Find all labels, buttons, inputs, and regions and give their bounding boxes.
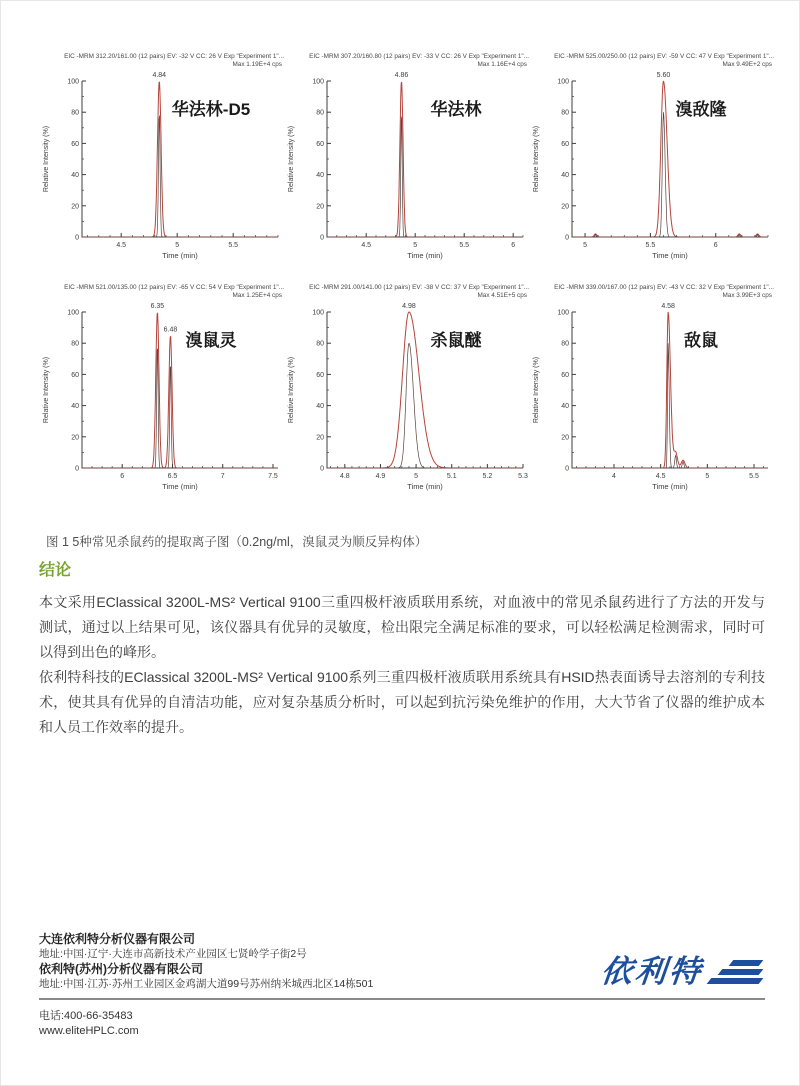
y-tick-label: 40 <box>71 403 79 411</box>
x-tick-label: 5 <box>175 242 180 249</box>
chromatogram-grid <box>39 53 774 515</box>
x-tick-label: 7.5 <box>268 473 278 480</box>
chart-header: EIC -MRM 339.00/167.00 (12 pairs) EV: -43 V CC: 32 V Exp "Experiment 1"... <box>554 284 774 291</box>
chromatogram-plot <box>529 69 774 281</box>
eic-trace <box>327 312 523 468</box>
x-axis-label: Time (min) <box>652 251 688 260</box>
chart-header: EIC -MRM 312.20/161.00 (12 pairs) EV: -32 V CC: 26 V Exp "Experiment 1"... <box>64 53 284 60</box>
chart-header: EIC -MRM 525.00/250.00 (12 pairs) EV: -59 V CC: 47 V Exp "Experiment 1"... <box>554 53 774 60</box>
x-tick-label: 5 <box>414 473 419 480</box>
x-tick-label: 6 <box>511 242 516 249</box>
x-tick-label: 4.5 <box>361 242 372 249</box>
eic-trace <box>82 313 278 468</box>
chromatogram-plot <box>529 300 774 512</box>
x-tick-label: 4.5 <box>655 473 666 480</box>
compound-name: 溴鼠灵 <box>185 331 237 350</box>
footer-top <box>39 931 765 991</box>
peak-retention-time-label: 4.86 <box>394 72 409 79</box>
y-tick-label: 80 <box>71 340 79 348</box>
x-tick-label: 6 <box>713 242 718 249</box>
y-axis-label: Relative Intensity (%) <box>533 125 540 193</box>
axes <box>327 312 523 468</box>
x-tick-label: 5.5 <box>645 242 656 249</box>
y-tick-label: 0 <box>75 465 79 473</box>
x-tick-label: 4.8 <box>339 473 350 480</box>
x-tick-label: 5.5 <box>749 473 759 480</box>
company-info <box>39 931 373 991</box>
y-tick-label: 100 <box>67 309 79 317</box>
axes <box>572 81 768 237</box>
peak-retention-time-label: 4.84 <box>152 72 167 79</box>
chromatogram-5 <box>284 284 529 515</box>
y-tick-label: 60 <box>316 371 324 379</box>
chart-header: EIC -MRM 307.20/160.80 (12 pairs) EV: -33 V CC: 26 V Exp "Experiment 1"... <box>309 53 529 60</box>
chart-header: EIC -MRM 521.00/135.00 (12 pairs) EV: -65 V CC: 54 V Exp "Experiment 1"... <box>64 284 284 291</box>
phone-number: 电话:400-66-35483 <box>39 1010 133 1022</box>
elite-logo-text: 依利特 <box>599 954 705 989</box>
x-axis-label: Time (min) <box>407 251 443 260</box>
eic-trace <box>572 81 768 237</box>
chart-header: EIC -MRM 291.00/141.00 (12 pairs) EV: -38 V CC: 37 V Exp "Experiment 1"... <box>309 284 529 291</box>
chart-max-label: Max 9.49E+2 cps <box>722 61 772 68</box>
y-axis-label: Relative Intensity (%) <box>288 125 295 193</box>
y-tick-label: 20 <box>316 434 324 442</box>
figure-caption: 图 1 5种常见杀鼠药的提取离子图（0.2ng/ml，溴鼠灵为顺反异构体） <box>46 535 428 549</box>
conclusion-paragraph-2: 依利特科技的EClassical 3200L-MS² Vertical 9100系列三重四极杆液质联用系统具有HSID热表面诱导去溶剂的专利技术，使其具有优异的自清洁功能，应对复杂基质分析时，可以起到抗污染免维护的作用，大大节省了仪器的维护成本和人员工作效率的提升。 <box>39 669 765 735</box>
chart-max-label: Max 1.16E+4 cps <box>477 61 527 68</box>
y-tick-label: 40 <box>561 403 569 411</box>
chromatogram-plot <box>39 69 284 281</box>
x-tick-label: 6.5 <box>167 473 178 480</box>
y-tick-label: 40 <box>316 172 324 180</box>
company1-address: 地址:中国·辽宁·大连市高新技术产业园区七贤岭学子街2号 <box>39 948 307 960</box>
y-axis-label: Relative Intensity (%) <box>43 125 50 193</box>
y-tick-label: 60 <box>316 140 324 148</box>
axes <box>82 312 278 468</box>
axes <box>327 81 523 237</box>
y-tick-label: 100 <box>312 78 324 86</box>
chart-max-label: Max 3.99E+3 cps <box>722 292 772 299</box>
x-tick-label: 6 <box>120 473 125 480</box>
y-tick-label: 40 <box>316 403 324 411</box>
x-tick-label: 7 <box>220 473 225 480</box>
y-tick-label: 80 <box>561 340 569 348</box>
y-tick-label: 40 <box>561 172 569 180</box>
y-tick-label: 20 <box>71 434 79 442</box>
y-tick-label: 100 <box>557 309 569 317</box>
y-axis-label: Relative Intensity (%) <box>533 356 540 424</box>
company2-name: 依利特(苏州)分析仪器有限公司 <box>39 962 203 976</box>
y-tick-label: 60 <box>71 140 79 148</box>
conclusion-paragraph-1: 本文采用EClassical 3200L-MS² Vertical 9100三重四极杆液质联用系统，对血液中的常见杀鼠药进行了方法的开发与测试，通过以上结果可见，该仪器具有优异的灵敏度，检出限完全满足标准的要求，可以轻松满足检测需求，同时可以得到出色的峰形。 <box>39 594 765 660</box>
y-tick-label: 100 <box>557 78 569 86</box>
elite-logo <box>599 954 765 991</box>
x-tick-label: 5.1 <box>446 473 457 480</box>
x-tick-label: 4.9 <box>375 473 386 480</box>
peak-retention-time-label: 4.58 <box>661 303 675 310</box>
chromatogram-4 <box>39 284 284 515</box>
chart-max-label: Max 1.25E+4 cps <box>232 292 282 299</box>
compound-name: 溴敌隆 <box>675 100 727 119</box>
y-tick-label: 0 <box>75 234 79 242</box>
peak-retention-time-label: 6.48 <box>163 326 178 334</box>
y-tick-label: 0 <box>320 234 324 242</box>
x-tick-label: 5.2 <box>482 473 493 480</box>
y-tick-label: 100 <box>67 78 79 86</box>
eic-trace-secondary <box>572 112 768 237</box>
x-axis-label: Time (min) <box>652 482 688 491</box>
y-axis-label: Relative Intensity (%) <box>288 356 295 424</box>
peak-retention-time-label: 5.60 <box>656 72 671 79</box>
y-tick-label: 80 <box>316 109 324 117</box>
company1-name: 大连依利特分析仪器有限公司 <box>39 932 196 946</box>
y-tick-label: 60 <box>561 371 569 379</box>
chromatogram-plot <box>39 300 284 512</box>
y-tick-label: 0 <box>565 234 569 242</box>
compound-name: 敌鼠 <box>684 331 718 350</box>
conclusion-heading: 结论 <box>39 562 72 579</box>
chromatogram-2 <box>284 53 529 284</box>
eic-trace-secondary <box>327 343 523 468</box>
y-tick-label: 20 <box>316 203 324 211</box>
y-tick-label: 20 <box>561 203 569 211</box>
contact-info <box>39 1009 765 1039</box>
eic-trace <box>327 82 523 237</box>
y-tick-label: 100 <box>312 309 324 317</box>
y-tick-label: 20 <box>71 203 79 211</box>
y-axis-label: Relative Intensity (%) <box>43 356 50 424</box>
x-tick-label: 5 <box>583 242 588 249</box>
y-tick-label: 20 <box>561 434 569 442</box>
page-footer <box>39 931 765 1039</box>
eic-trace-secondary <box>327 117 523 238</box>
x-tick-label: 5 <box>705 473 710 480</box>
x-tick-label: 4 <box>612 473 616 480</box>
chart-max-label: Max 4.51E+5 cps <box>477 292 527 299</box>
x-tick-label: 5.3 <box>518 473 528 480</box>
y-tick-label: 60 <box>561 140 569 148</box>
x-tick-label: 4.5 <box>116 242 127 249</box>
compound-name: 华法林 <box>430 100 482 119</box>
x-tick-label: 5.5 <box>228 242 239 249</box>
y-tick-label: 80 <box>71 109 79 117</box>
conclusion-text <box>39 590 765 740</box>
chromatogram-plot <box>284 69 529 281</box>
y-tick-label: 0 <box>565 465 569 473</box>
y-tick-label: 80 <box>561 109 569 117</box>
peak-retention-time-label: 4.98 <box>402 303 416 310</box>
y-tick-label: 0 <box>320 465 324 473</box>
compound-name: 杀鼠醚 <box>430 331 482 350</box>
y-tick-label: 80 <box>316 340 324 348</box>
peak-retention-time-label: 6.35 <box>150 303 165 310</box>
y-tick-label: 60 <box>71 371 79 379</box>
x-tick-label: 5 <box>413 242 418 249</box>
footer-divider <box>39 998 765 1000</box>
x-axis-label: Time (min) <box>407 482 443 491</box>
eic-trace-secondary <box>82 116 278 238</box>
x-tick-label: 5.5 <box>459 242 470 249</box>
chart-max-label: Max 1.19E+4 cps <box>232 61 282 68</box>
x-axis-label: Time (min) <box>162 251 198 260</box>
elite-logo-stripes-icon <box>709 960 761 987</box>
website-url: www.eliteHPLC.com <box>39 1025 139 1037</box>
y-tick-label: 40 <box>71 172 79 180</box>
chromatogram-6 <box>529 284 774 515</box>
eic-trace-secondary <box>82 349 278 468</box>
x-axis-label: Time (min) <box>162 482 198 491</box>
chromatogram-1 <box>39 53 284 284</box>
company2-address: 地址:中国·江苏·苏州工业园区金鸡湖大道99号苏州纳米城西北区14栋501 <box>39 978 374 990</box>
chromatogram-3 <box>529 53 774 284</box>
compound-name: 华法林-D5 <box>171 100 251 119</box>
chromatogram-plot <box>284 300 529 512</box>
